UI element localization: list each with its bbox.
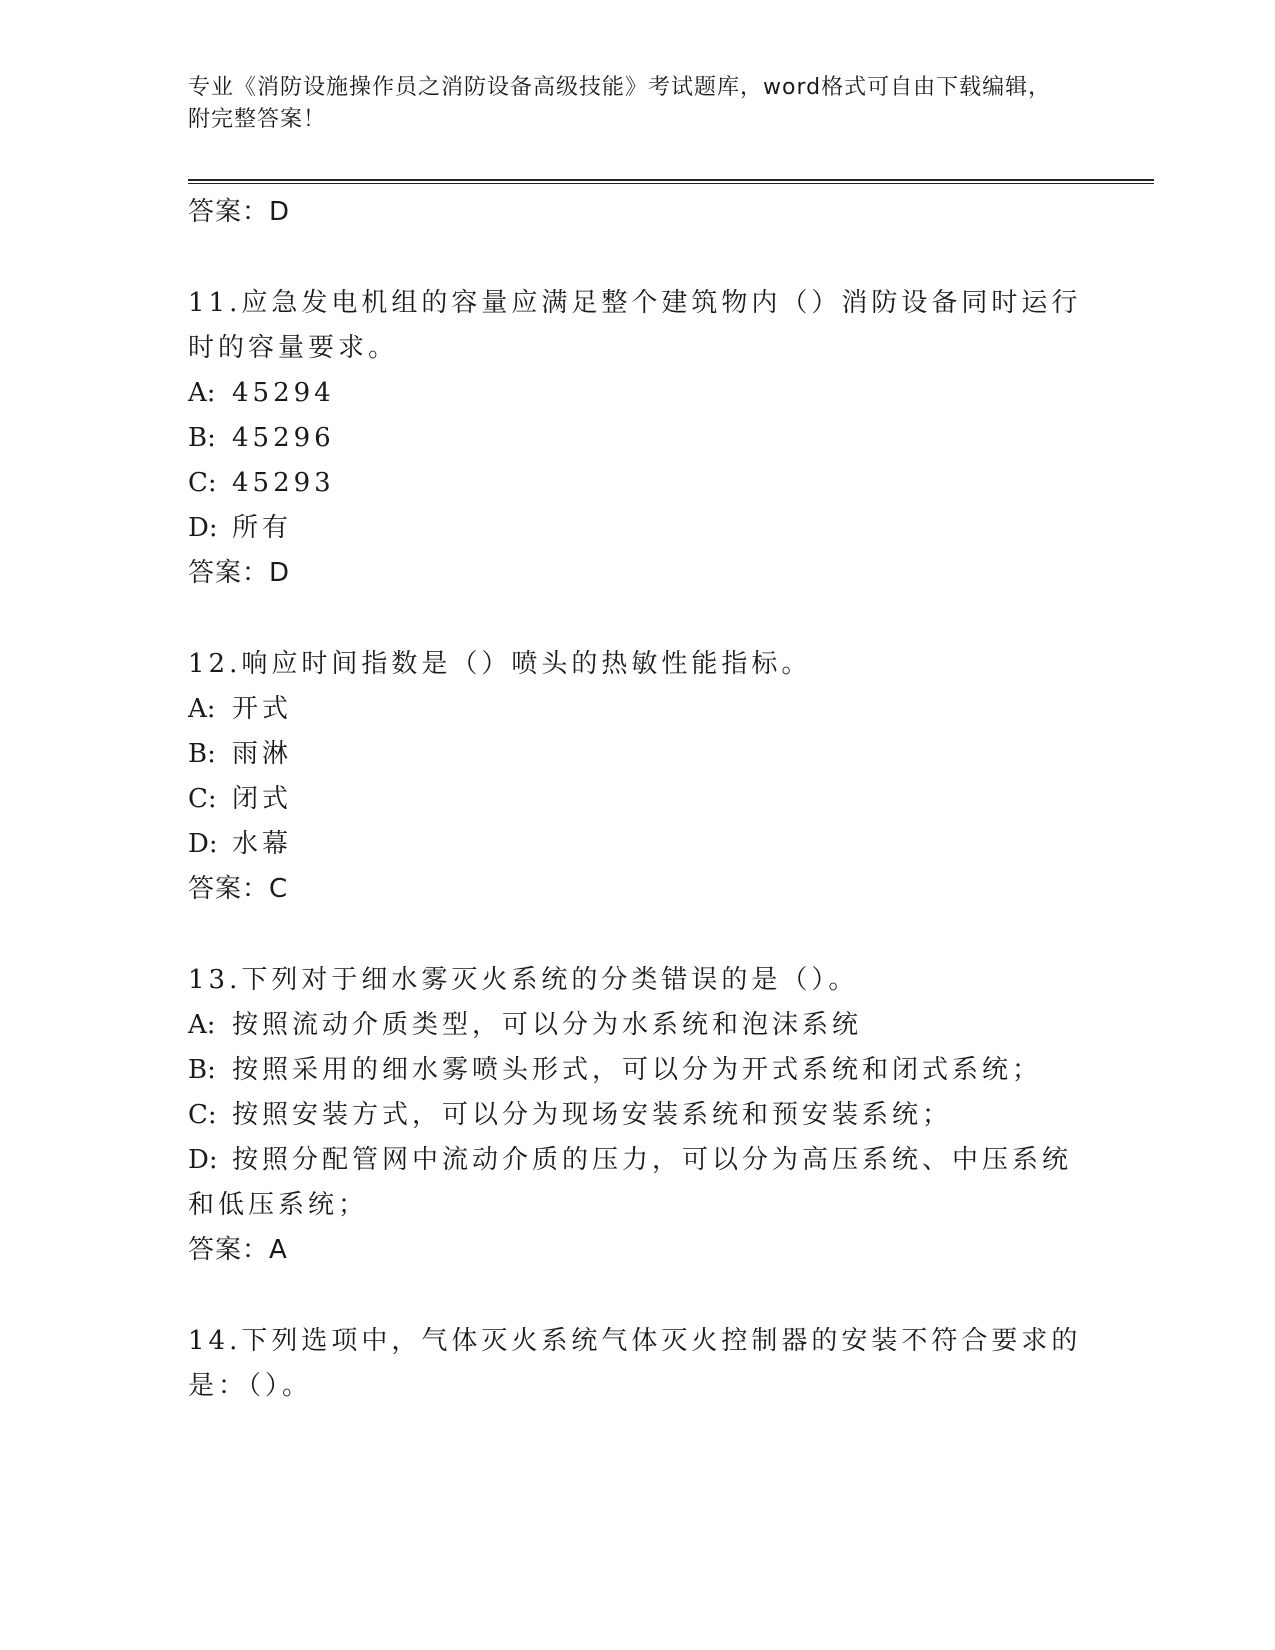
question-text: 13.下列对于细水雾灭火系统的分类错误的是（）。 [188, 965, 859, 995]
answer-line: 答案：D [188, 558, 291, 588]
option-label: C: [188, 468, 217, 498]
option-b [188, 1048, 1088, 1093]
option-text: 45293 [232, 468, 335, 498]
question-text: 14.下列选项中，气体灭火系统气体灭火控制器的安装不符合要求的是：（）。 [188, 1326, 1082, 1401]
option-b [188, 416, 1088, 461]
option-d [188, 822, 1088, 867]
question-list [188, 190, 1088, 1409]
option-label: C: [188, 784, 217, 814]
answer-line: 答案：C [188, 874, 289, 904]
option-label: D: [188, 829, 218, 859]
option-a [188, 687, 1088, 732]
option-label: D: [188, 1145, 218, 1175]
option-text: 所有 [232, 513, 293, 543]
option-b [188, 732, 1088, 777]
option-a [188, 371, 1088, 416]
option-a [188, 1003, 1088, 1048]
answer-line: 答案：D [188, 197, 291, 227]
question-block [188, 642, 1088, 912]
option-c [188, 777, 1088, 822]
option-text: 按照分配管网中流动介质的压力，可以分为高压系统、中压系统和低压系统； [188, 1145, 1073, 1220]
option-label: C: [188, 1100, 217, 1130]
option-label: B: [188, 1055, 216, 1085]
question-block [188, 958, 1088, 1273]
option-text: 水幕 [232, 829, 293, 859]
option-d [188, 506, 1088, 551]
option-label: A: [188, 1010, 216, 1040]
option-label: B: [188, 739, 216, 769]
answer-line: 答案：A [188, 1235, 288, 1265]
header-divider-thick [188, 179, 1154, 181]
option-text: 按照采用的细水雾喷头形式，可以分为开式系统和闭式系统； [232, 1055, 1043, 1085]
option-label: D: [188, 513, 218, 543]
option-c [188, 1093, 1088, 1138]
option-text: 闭式 [232, 784, 293, 814]
question-text: 11.应急发电机组的容量应满足整个建筑物内（）消防设备同时运行时的容量要求。 [188, 288, 1082, 363]
option-text: 雨淋 [232, 739, 293, 769]
question-block [188, 1319, 1088, 1409]
option-label: A: [188, 378, 216, 408]
question-text: 12.响应时间指数是（）喷头的热敏性能指标。 [188, 649, 812, 679]
option-text: 开式 [232, 694, 293, 724]
option-text: 45294 [232, 378, 335, 408]
option-text: 按照流动介质类型，可以分为水系统和泡沫系统 [232, 1010, 863, 1040]
option-text: 按照安装方式，可以分为现场安装系统和预安装系统； [232, 1100, 953, 1130]
question-block [188, 281, 1088, 596]
option-d [188, 1138, 1088, 1228]
option-text: 45296 [232, 423, 335, 453]
option-c [188, 461, 1088, 506]
option-label: B: [188, 423, 216, 453]
header-divider-thin [188, 183, 1154, 184]
document-header: 专业《消防设施操作员之消防设备高级技能》考试题库，word格式可自由下载编辑，附完整答案！ [188, 75, 1052, 132]
option-label: A: [188, 694, 216, 724]
